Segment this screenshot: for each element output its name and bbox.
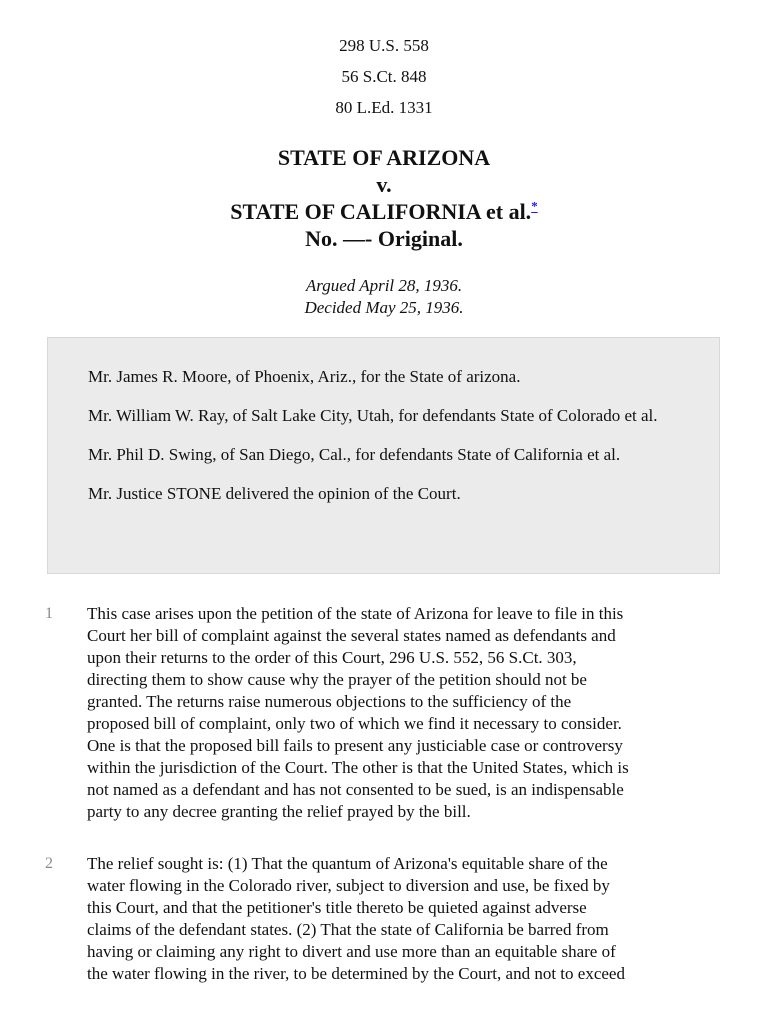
text-line: not named as a defendant and has not consented to be sued, is an indispensable	[87, 780, 624, 799]
case-dates	[0, 275, 768, 319]
paragraph-text	[87, 603, 727, 823]
decided-date: Decided May 25, 1936.	[304, 298, 464, 317]
paragraph-number: 2	[45, 855, 53, 872]
text-line: water flowing in the Colorado river, subject to diversion and use, be fixed by	[87, 876, 610, 895]
paragraph-text	[87, 853, 727, 985]
text-line: upon their returns to the order of this Court, 296 U.S. 552, 56 S.Ct. 303,	[87, 648, 577, 667]
opinion-author: Mr. Justice STONE delivered the opinion of the Court.	[88, 484, 461, 503]
defendant-line	[0, 198, 768, 225]
text-line: this Court, and that the petitioner's title thereto be quieted against adverse	[87, 898, 587, 917]
versus-label: v.	[376, 172, 392, 197]
argued-date: Argued April 28, 1936.	[305, 276, 463, 295]
text-line: party to any decree granting the relief prayed by the bill.	[87, 802, 471, 821]
text-line: The relief sought is: (1) That the quantum of Arizona's equitable share of the	[87, 854, 608, 873]
text-line: proposed bill of complaint, only two of which we find it necessary to consider.	[87, 714, 622, 733]
docket-number: No. —- Original.	[305, 226, 463, 251]
counsel-box	[47, 337, 720, 574]
text-line: One is that the proposed bill fails to present any justiciable case or controversy	[87, 736, 623, 755]
paragraph-number: 1	[45, 605, 53, 622]
citation-us: 298 U.S. 558	[339, 36, 429, 55]
counsel-arizona: Mr. James R. Moore, of Phoenix, Ariz., for the State of arizona.	[88, 367, 521, 386]
counsel-colorado: Mr. William W. Ray, of Salt Lake City, Utah, for defendants State of Colorado et al.	[88, 406, 658, 425]
text-line: within the jurisdiction of the Court. The other is that the United States, which is	[87, 758, 629, 777]
text-line: directing them to show cause why the prayer of the petition should not be	[87, 670, 587, 689]
text-line: granted. The returns raise numerous objections to the sufficiency of the	[87, 692, 572, 711]
text-line: having or claiming any right to divert and use more than an equitable share of	[87, 942, 616, 961]
counsel-california: Mr. Phil D. Swing, of San Diego, Cal., for defendants State of California et al.	[88, 445, 621, 464]
citation-sct: 56 S.Ct. 848	[341, 67, 427, 86]
citation-led: 80 L.Ed. 1331	[335, 98, 433, 117]
text-line: This case arises upon the petition of the state of Arizona for leave to file in this	[87, 604, 624, 623]
plaintiff-name: STATE OF ARIZONA	[277, 145, 491, 170]
defendant-name: STATE OF CALIFORNIA et al.	[230, 199, 532, 224]
text-line: Court her bill of complaint against the several states named as defendants and	[87, 626, 616, 645]
case-title	[0, 144, 768, 252]
footnote-link[interactable]: *	[531, 198, 538, 214]
text-line: the water flowing in the river, to be determined by the Court, and not to exceed	[87, 964, 625, 983]
text-line: claims of the defendant states. (2) That the state of California be barred from	[87, 920, 609, 939]
